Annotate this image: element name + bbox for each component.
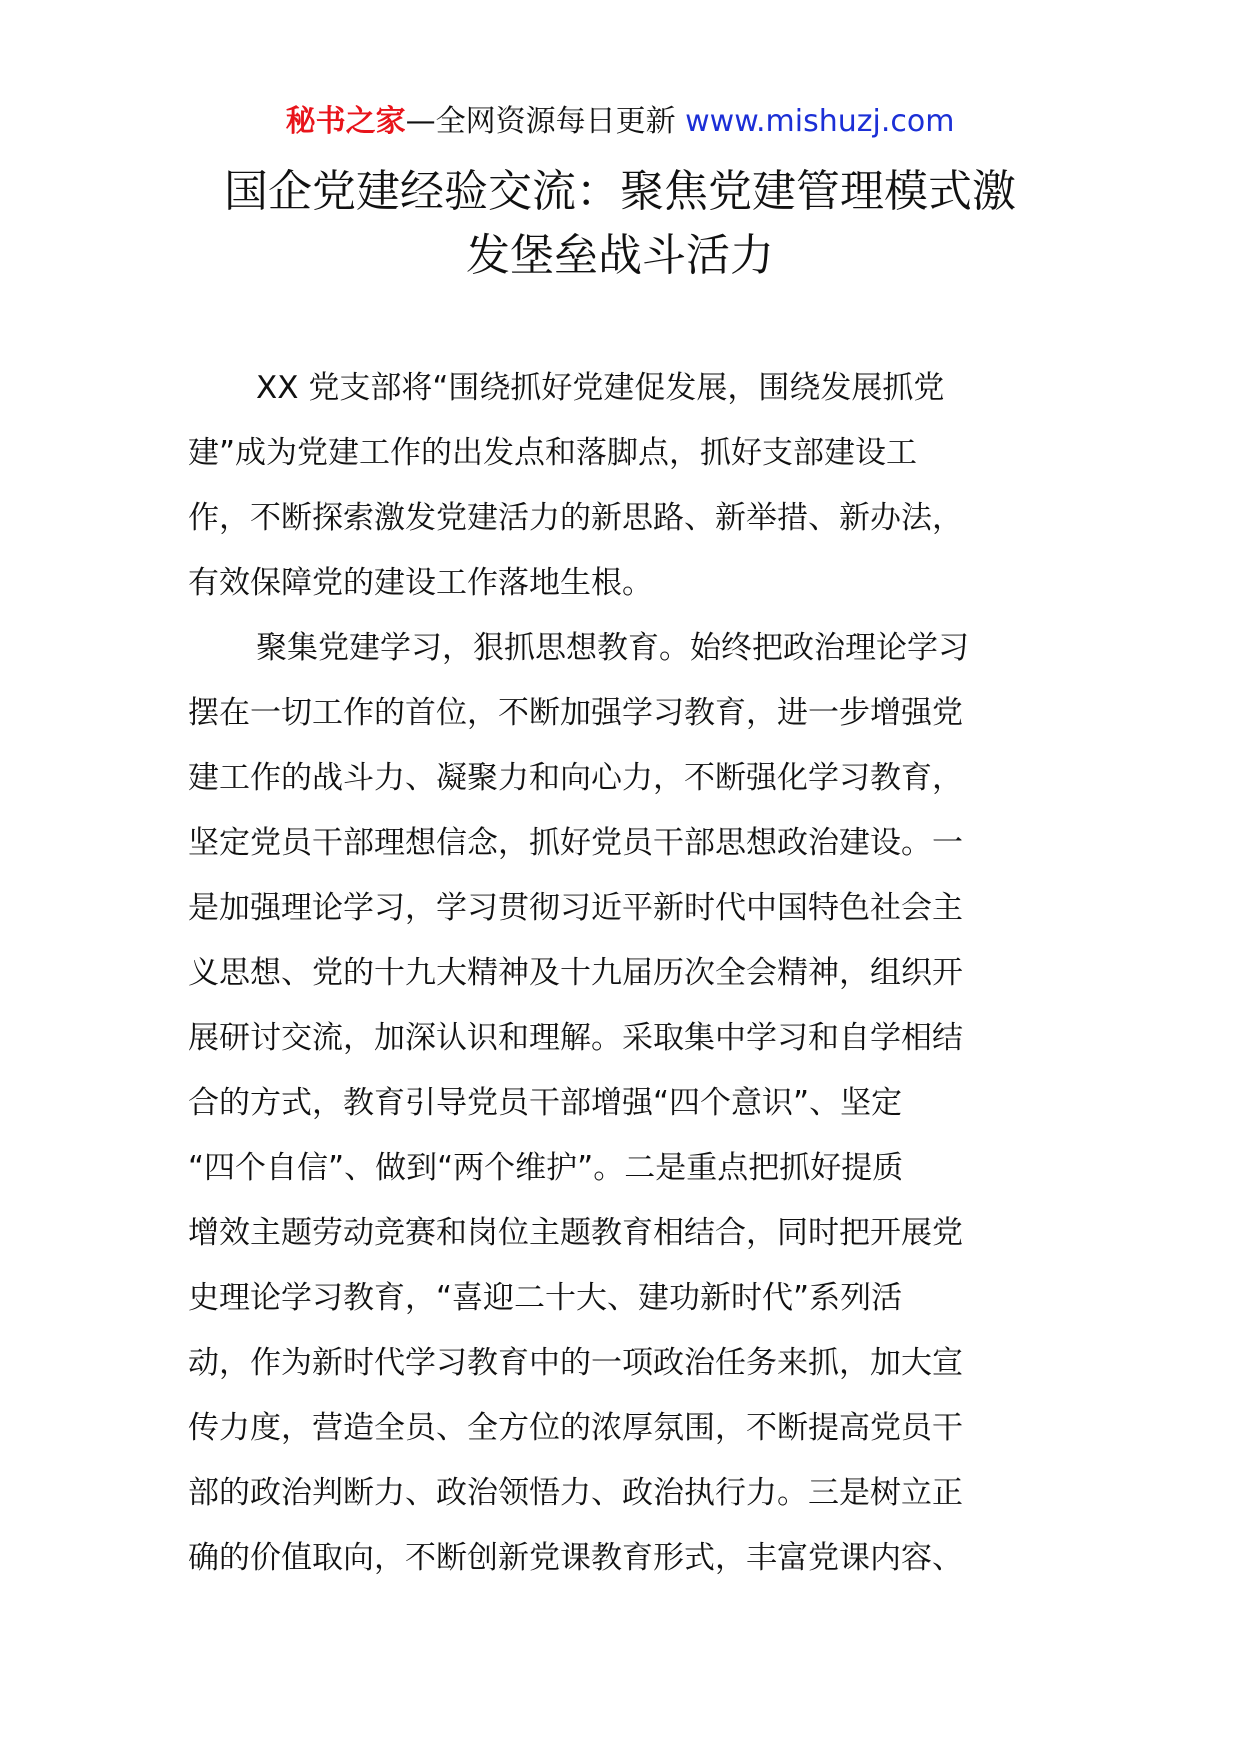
document-body: [188, 356, 1054, 1591]
paragraph-line: 增效主题劳动竞赛和岗位主题教育相结合，同时把开展党: [188, 1215, 963, 1251]
paragraph-line: 坚定党员干部理想信念，抓好党员干部思想政治建设。一: [188, 825, 963, 861]
site-url-link[interactable]: www.mishuzj.com: [685, 104, 955, 139]
paragraph-2: [188, 616, 1054, 1591]
paragraph-line: “四个自信”、做到“两个维护”。二是重点把抓好提质: [188, 1150, 904, 1186]
paragraph-line: 义思想、党的十九大精神及十九届历次全会精神，组织开: [188, 955, 963, 991]
document-title: [170, 160, 1070, 288]
title-line-1: 国企党建经验交流：聚焦党建管理模式激: [224, 166, 1016, 217]
paragraph-line: 动，作为新时代学习教育中的一项政治任务来抓，加大宣: [188, 1345, 963, 1381]
paragraph-line: 建”成为党建工作的出发点和落脚点，抓好支部建设工: [188, 435, 918, 471]
paragraph-line: 是加强理论学习，学习贯彻习近平新时代中国特色社会主: [188, 890, 963, 926]
header-tagline: —全网资源每日更新: [405, 104, 686, 139]
paragraph-line: 合的方式，教育引导党员干部增强“四个意识”、坚定: [188, 1085, 903, 1121]
paragraph-line: XX 党支部将“围绕抓好党建促发展，围绕发展抓党: [256, 370, 945, 406]
paragraph-line: 传力度，营造全员、全方位的浓厚氛围，不断提高党员干: [188, 1410, 963, 1446]
paragraph-line: 聚集党建学习，狠抓思想教育。始终把政治理论学习: [256, 630, 969, 666]
title-line-2: 发堡垒战斗活力: [466, 230, 774, 281]
paragraph-line: 有效保障党的建设工作落地生根。: [188, 565, 653, 601]
site-header: [0, 100, 1240, 144]
paragraph-line: 建工作的战斗力、凝聚力和向心力，不断强化学习教育，: [188, 760, 963, 796]
paragraph-line: 作，不断探索激发党建活力的新思路、新举措、新办法，: [188, 500, 963, 536]
paragraph-line: 摆在一切工作的首位，不断加强学习教育，进一步增强党: [188, 695, 963, 731]
paragraph-1: [188, 356, 1054, 616]
paragraph-line: 展研讨交流，加深认识和理解。采取集中学习和自学相结: [188, 1020, 963, 1056]
paragraph-line: 史理论学习教育，“喜迎二十大、建功新时代”系列活: [188, 1280, 903, 1316]
paragraph-line: 确的价值取向，不断创新党课教育形式，丰富党课内容、: [188, 1540, 963, 1576]
brand-name: 秘书之家: [285, 104, 406, 139]
paragraph-line: 部的政治判断力、政治领悟力、政治执行力。三是树立正: [188, 1475, 963, 1511]
